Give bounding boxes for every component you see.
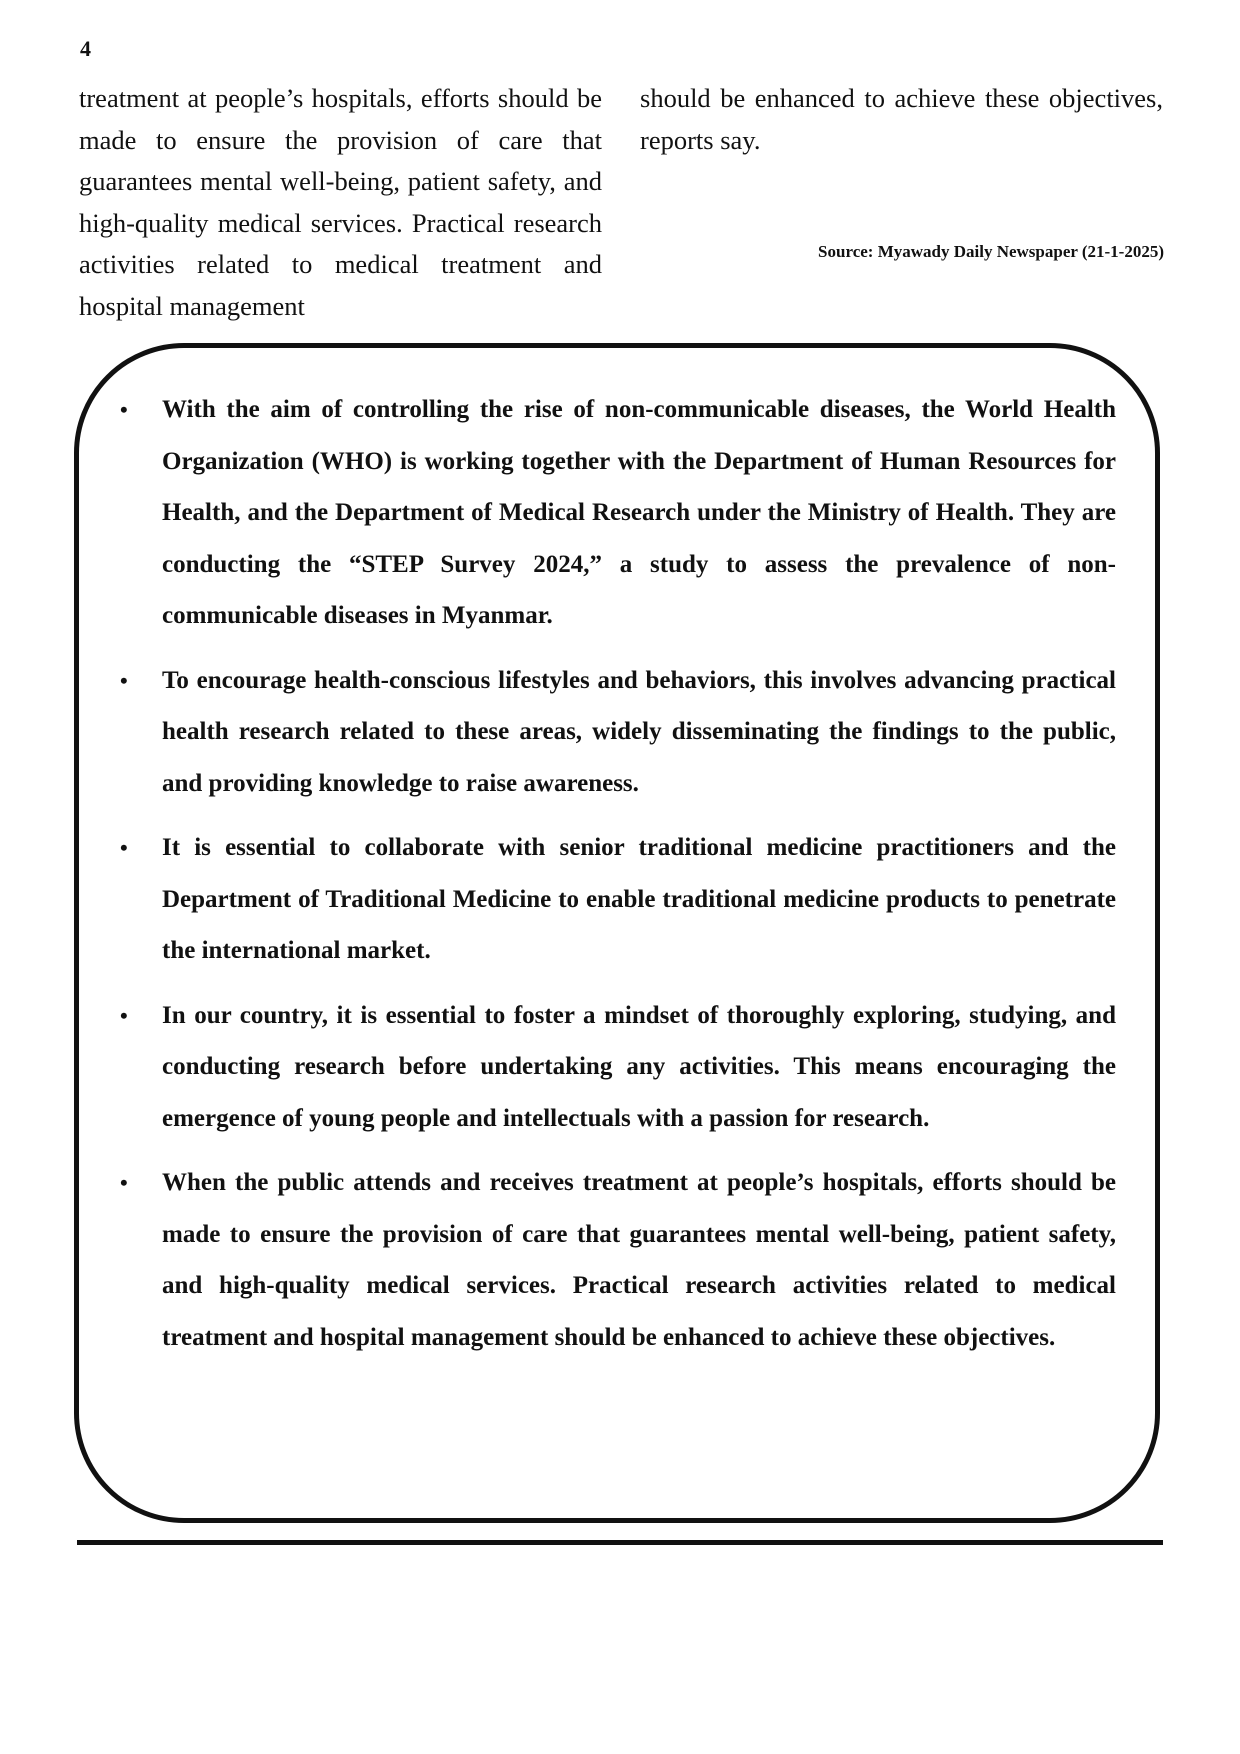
list-item-text: With the aim of controlling the rise of non-communicable diseases, the World Health Organization (WHO) is working together with the Department of Human Resources for Health, and the Department of Medical Research under the Ministry of Health. They are conducting the “STEP Survey 2024,” a study to assess the prevalence of non-communicable diseases in Myanmar. <box>162 396 1116 629</box>
list-item-text: To encourage health-conscious lifestyles and behaviors, this involves advancing practical health research related to these areas, widely disseminating the findings to the public, and providing knowledge to raise awareness. <box>162 666 1116 797</box>
source-citation: Source: Myawady Daily Newspaper (21-1-2025) <box>818 242 1164 261</box>
bullet-icon: • <box>120 397 128 422</box>
bullet-icon: • <box>120 1170 128 1195</box>
highlights-list <box>120 384 1116 1376</box>
list-item <box>120 1157 1116 1363</box>
bullet-icon: • <box>120 667 128 693</box>
bullet-icon: • <box>120 835 128 860</box>
list-item-text: In our country, it is essential to foster a mindset of thoroughly exploring, studying, and conducting research before undertaking any activities. This means encouraging the emergence of young people and intellectuals with a passion for research. <box>162 1001 1116 1132</box>
article-left-column: treatment at people’s hospitals, efforts should be made to ensure the provision of care that guarantees mental well-being, patient safety, and high-quality medical services. Practical research activities related to medical treatment and hospital management <box>79 83 602 321</box>
list-item <box>120 990 1116 1145</box>
list-item-text: It is essential to collaborate with senior traditional medicine practitioners and the Department of Traditional Medicine to enable traditional medicine products to penetrate the international market. <box>162 834 1116 964</box>
bottom-divider <box>77 1540 1163 1545</box>
list-item-text: When the public attends and receives treatment at people’s hospitals, efforts should be made to ensure the provision of care that guarantees mental well-being, patient safety, and high-quality medical services. Practical research activities related to medical treatment and hospital management should be enhanced to achieve these objectives. <box>162 1169 1116 1351</box>
list-item <box>120 384 1116 642</box>
article-right-column: should be enhanced to achieve these objectives, reports say. <box>640 83 1163 155</box>
list-item <box>120 822 1116 977</box>
page-number: 4 <box>80 36 91 61</box>
bullet-icon: • <box>120 1002 128 1028</box>
list-item <box>120 655 1116 810</box>
